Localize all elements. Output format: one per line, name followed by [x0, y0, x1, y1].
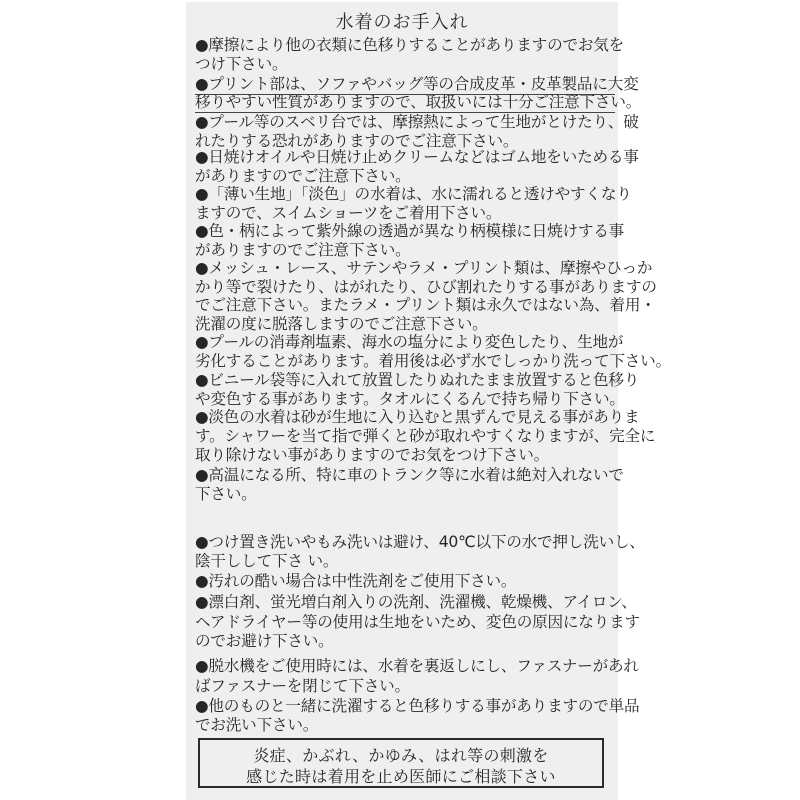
text-line-underlined: 移りやすい性質がありますので、取扱いには十分ご注意下さい。 [195, 93, 642, 111]
text-line: ●日焼けオイルや日焼け止めクリームなどはゴム地をいためる事 [195, 148, 639, 166]
text-line: ●色・柄によって紫外線の透過が異なり柄模様に日焼けする事 [195, 222, 625, 240]
text-line: かり等で裂けたり、はがれたり、ひび割れたりする事がありますの [195, 278, 657, 296]
text-line: ●プールの消毒剤塩素、海水の塩分により変色したり、生地が [195, 333, 624, 351]
text-line: のでお避け下さい。 [195, 632, 334, 650]
text-line: ●摩擦により他の衣類に色移りすることがありますのでお気を [195, 36, 625, 54]
text-line: ●「薄い生地」「淡色」の水着は、水に濡れると透けやすくなり [195, 185, 632, 203]
text-line: ●淡色の水着は砂が生地に入り込むと黒ずんで見える事がありま [195, 408, 640, 426]
text-line: でお洗い下さい。 [195, 716, 319, 734]
text-line: ●脱水機をご使用時には、水着を裏返しにし、ファスナーがあれ [195, 657, 639, 675]
warning-line-2: 感じた時は着用を止め医師にご相談下さい [246, 767, 556, 786]
text-line: でご注意下さい。またラメ・プリント類は永久ではない為、着用・ [195, 296, 656, 314]
text-line: す。シャワーを当て指で弾くと砂が取れやすくなりますが、完全に [195, 427, 656, 445]
text-line: ●汚れの酷い場合は中性洗剤をご使用下さい。 [195, 572, 517, 590]
text-line: ヘアドライヤー等の使用は生地をいため、変色の原因になります [195, 613, 640, 631]
text-line: ●プール等のスベリ台では、摩擦熱によって生地がとけたり、破 [195, 113, 639, 131]
text-line: 下さい。 [195, 485, 257, 503]
text-line: ●メッシュ・レース、サテンやラメ・プリント類は、摩擦やひっか [195, 259, 653, 277]
label-title: 水着のお手入れ [335, 12, 469, 33]
text-line: ●他のものと一緒に洗濯すると色移りする事がありますので単品 [195, 697, 640, 715]
warning-box [198, 738, 604, 788]
text-line: 洗濯の度に脱落しますのでご注意下さい。 [195, 315, 488, 333]
text-line: や変色する事があります。タオルにくるんで持ち帰り下さい。 [195, 390, 625, 408]
text-line: れたりする恐れがありますのでご注意下さい。 [195, 132, 519, 150]
text-line: がありますのでご注意下さい。 [195, 167, 411, 185]
text-line: ●つけ置き洗いやもみ洗いは避け、40℃以下の水で押し洗いし、 [195, 533, 645, 551]
text-line: ばファスナーを閉じて下さい。 [195, 677, 410, 695]
text-line: ●ビニール袋等に入れて放置したりぬれたまま放置すると色移り [195, 371, 640, 389]
text-line: 劣化することがあります。着用後は必ず水でしっかり洗って下さい。 [195, 352, 671, 370]
text-line: 陰干しして下さ い。 [195, 552, 339, 570]
text-line: つけ下さい。 [195, 55, 288, 73]
text-line-underlined: ●プリント部は、ソファやバッグ等の合成皮革・皮革製品に大変 [195, 75, 639, 93]
warning-line-1: 炎症、かぶれ、かゆみ、はれ等の刺激を [253, 746, 549, 765]
text-line: がありますのでご注意下さい。 [195, 241, 411, 259]
text-line: ●漂白剤、蛍光増白剤入りの洗剤、洗濯機、乾燥機、アイロン、 [195, 593, 637, 611]
text-line: 取り除けない事がありますのでお気をつけ下さい。 [195, 446, 550, 464]
text-line: ますので、スイムショーツをご着用下さい。 [195, 204, 502, 222]
care-label [186, 2, 671, 800]
text-line: ●高温になる所、特に車のトランク等に水着は絶対入れないで [195, 466, 624, 484]
